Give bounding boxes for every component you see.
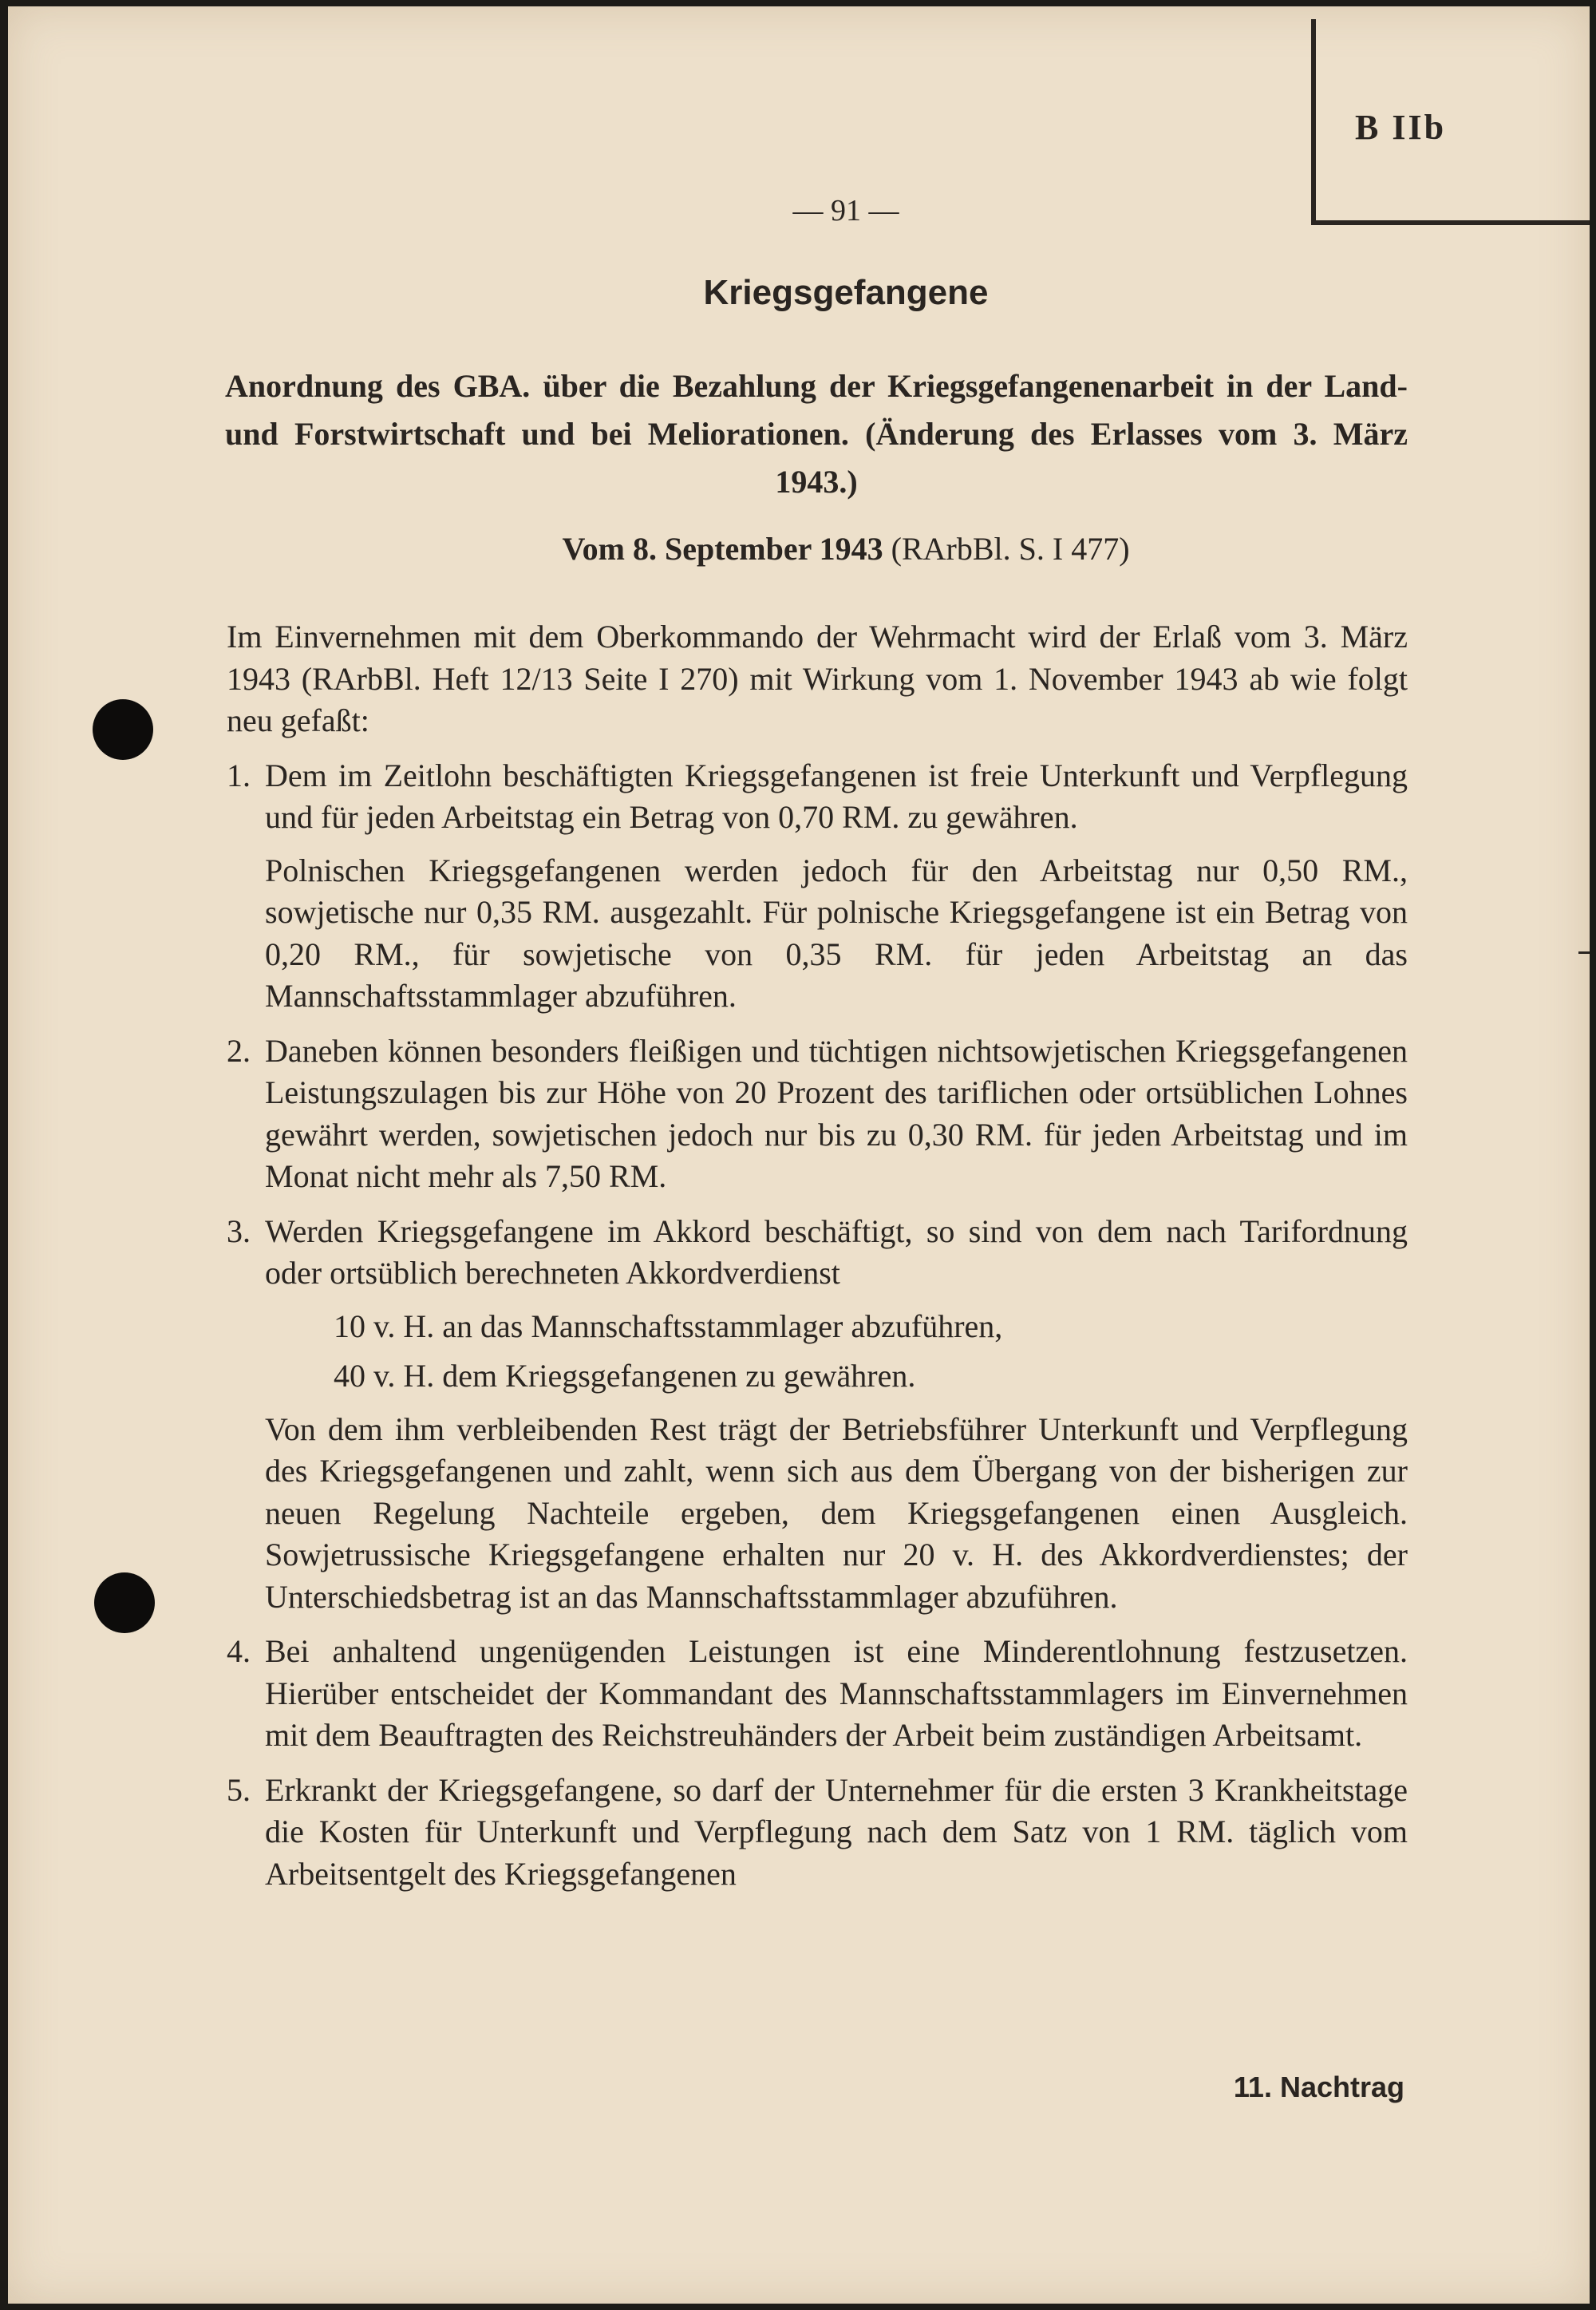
- item-number: 5.: [227, 1771, 251, 1808]
- punch-hole: [93, 699, 153, 760]
- item-content: [265, 1631, 1408, 1757]
- list-item: [227, 1770, 1408, 1896]
- document-body: [227, 616, 1408, 1895]
- item-number: 2.: [227, 1032, 251, 1069]
- punch-hole: [94, 1572, 155, 1633]
- item-indented-line: 40 v. H. dem Kriegsgefangenen zu gewähren.: [334, 1358, 916, 1394]
- item-content: [265, 1770, 1408, 1896]
- item-paragraph: Erkrankt der Kriegsgefangene, so darf der Unternehmer für die ersten 3 Krankheitstage die Kosten für Unterkunft und Verpflegung nach dem Satz von 1 RM. täglich vom Arbeitsentgelt des Kriegsgefangenen: [265, 1771, 1408, 1892]
- item-number: 1.: [227, 757, 251, 793]
- intro-paragraph: Im Einvernehmen mit dem Oberkommando der Wehrmacht wird der Erlaß vom 3. März 1943 (RArbBl. Heft 12/13 Seite I 270) mit Wirkung vom 1. November 1943 ab wie folgt neu gefaßt:: [227, 619, 1408, 738]
- list-item: [227, 1631, 1408, 1757]
- section-code: B IIb: [1355, 108, 1447, 147]
- item-paragraph: Bei anhaltend ungenügenden Leistungen ist eine Minderentlohnung festzusetzen. Hierüber entscheidet der Kommandant des Mannschaftsstammlagers im Einvernehmen mit dem Beauftragten des Reichstreuhänders der Arbeit beim zuständigen Arbeitsamt.: [265, 1633, 1408, 1753]
- item-number: 3.: [227, 1212, 251, 1249]
- item-indented-line: 10 v. H. an das Mannschaftsstammlager abzuführen,: [334, 1307, 1003, 1344]
- page-title: Kriegsgefangene: [703, 273, 989, 312]
- decree-date-line: [8, 530, 1596, 568]
- item-paragraph: Polnischen Kriegsgefangenen werden jedoch für den Arbeitstag nur 0,50 RM., sowjetische nur 0,35 RM. ausgezahlt. Für polnische Kriegsgefangene ist ein Betrag von 0,20 RM., für sowjetische von 0,35 RM. für jeden Arbeitstag an das Mannschaftsstammlager abzuführen.: [265, 852, 1408, 1014]
- item-content: [265, 1030, 1408, 1198]
- item-paragraph: Werden Kriegsgefangene im Akkord beschäftigt, so sind von dem nach Tarifordnung oder ortsüblich berechneten Akkordverdienst: [265, 1212, 1408, 1291]
- item-content: [265, 755, 1408, 1018]
- item-paragraph: Von dem ihm verbleibenden Rest trägt der Betriebsführer Unterkunft und Verpflegung des Kriegsgefangenen und zahlt, wenn sich aus dem Übergang von der bisherigen zur neuen Regelung Nachteile ergeben, dem Kriegsgefangenen einen Ausgleich. Sowjetrussische Kriegsgefangene erhalten nur 20 v. H. des Akkordverdienstes; der Unterschiedsbetrag ist an das Mannschaftsstammlager abzuführen.: [265, 1410, 1408, 1615]
- document-page: [8, 6, 1590, 2304]
- item-paragraph: Dem im Zeitlohn beschäftigten Kriegsgefangenen ist freie Unterkunft und Verpflegung und für jeden Arbeitstag ein Betrag von 0,70 RM. zu gewähren.: [265, 757, 1408, 835]
- decree-date: Vom 8. September 1943: [562, 531, 883, 567]
- item-paragraph: Daneben können besonders fleißigen und tüchtigen nichtsowjetischen Kriegsgefangenen Leistungszulagen bis zur Höhe von 20 Prozent des tariflichen oder ortsüblichen Lohnes gewährt werden, sowjetischen jedoch nur bis zu 0,30 RM. für jeden Arbeitstag und im Monat nicht mehr als 7,50 RM.: [265, 1032, 1408, 1194]
- page-number: — 91 —: [792, 194, 899, 227]
- list-item: [227, 755, 1408, 1018]
- list-item: [227, 1030, 1408, 1198]
- edge-mark: [1578, 951, 1590, 954]
- decree-heading: Anordnung des GBA. über die Bezahlung der Kriegsgefangenenarbeit in der Land- und Forstwirtschaft und bei Meliorationen. (Änderung des Erlasses vom 3. März 1943.): [225, 368, 1408, 500]
- decree-reference: (RArbBl. S. I 477): [891, 531, 1130, 567]
- item-number: 4.: [227, 1633, 251, 1669]
- item-content: [265, 1211, 1408, 1619]
- supplement-label: 11. Nachtrag: [1233, 2071, 1404, 2103]
- list-item: [227, 1211, 1408, 1619]
